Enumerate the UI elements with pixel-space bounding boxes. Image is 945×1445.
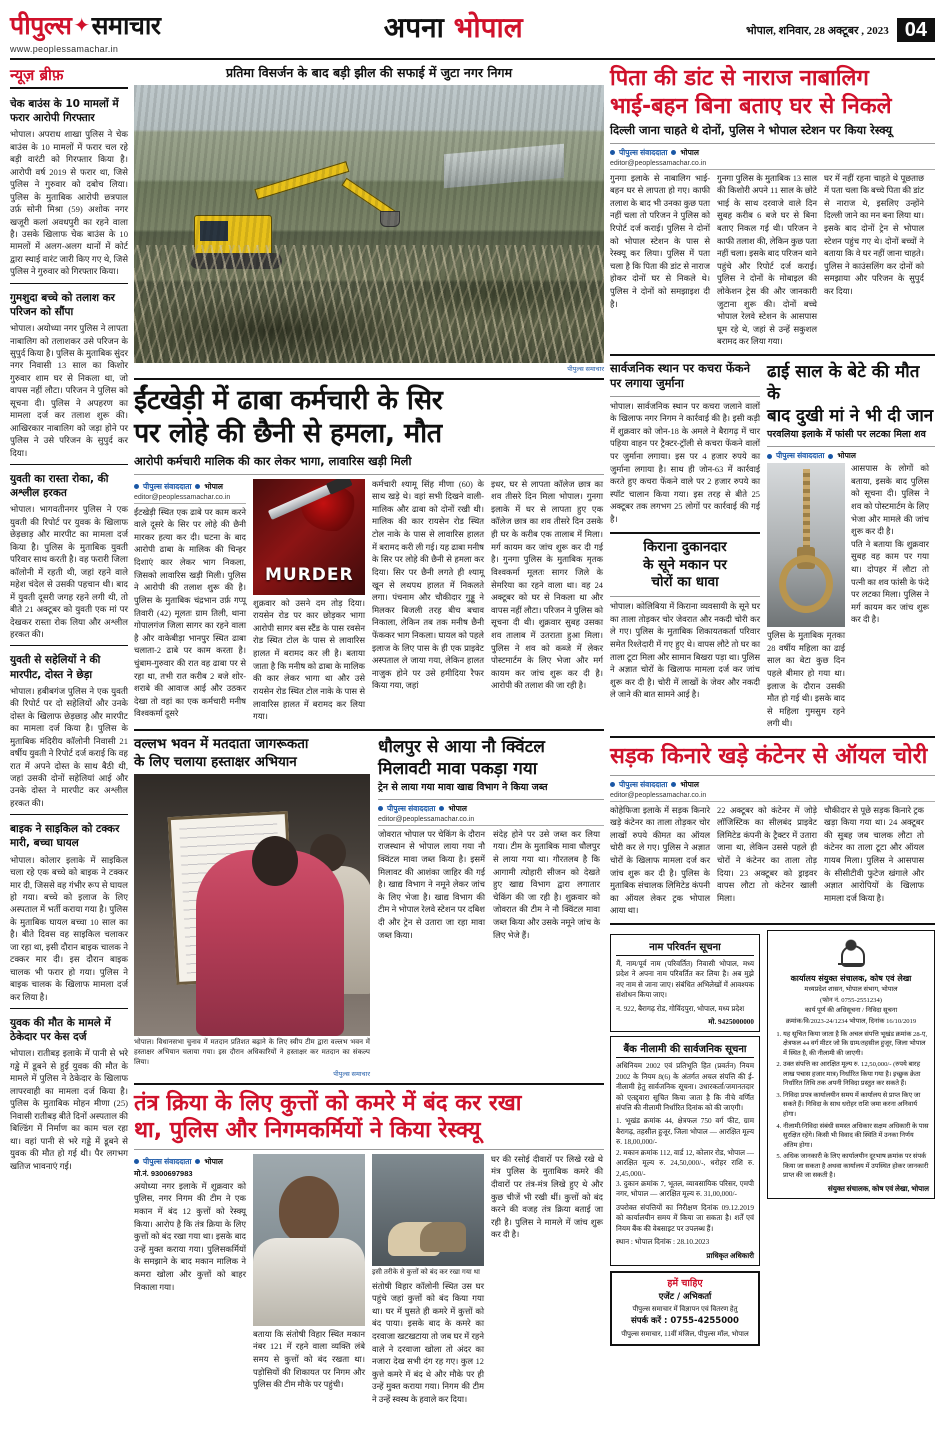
voter-signature-photo <box>134 774 370 1036</box>
brief-body: भोपाल। भागवतीनगर पुलिस ने एक युवती की रिपोर्ट पर युवक के खिलाफ छेड़छाड़ और मारपीट का मामला दर्ज किया है। पुलिस के मुताबिक युवती परिवार साथ करती है। वह फरारी जिला कॉलोनी में रहती थी, जहां रहने वाले महेश चंदेल से उसकी पहचान थी। बाद में युवती दूसरी जगह रहने लगी थी, तो बीते 21 अक्टूबर को युवती एक मां पर देखकर रास्ता रोक लिया और अश्लील हरकत की। <box>10 504 128 639</box>
photo-tent-shape <box>444 144 564 188</box>
byline-email[interactable]: editor@peoplessamachar.co.in <box>610 792 935 802</box>
byline-name: पीपुल्स संवाददाता <box>619 147 668 157</box>
ad-line-4: संपर्क करें : 0755-4255000 <box>631 1316 739 1327</box>
kirana-headline-1: किराना दुकानदार <box>643 538 727 555</box>
mother-subhead: परवलिया इलाके में फांसी पर लटका मिला शव <box>767 429 926 441</box>
auction-line-3: 3. दुकान क्रमांक 7, भूतल, व्यावसायिक परिसर, एमपी नगर, भोपाल — आरक्षित मूल्य रु. 31,00,000/- <box>616 1180 754 1199</box>
gov-line-3: क्रमांक/वि/2023-24/1234 भोपाल, दिनांक 16/10/2019 <box>785 1018 917 1026</box>
murder-col-4: इधर, घर से लापता कॉलेज छात्र का शव तीसरे दिन मिला भोपाल। गुनगा इलाके में घर से लापता हुए एक कॉलेज छात्र का शव तीसरे दिन उसके ही घर के करीब एक तालाब में मिला। मर्ग कायम कर जांच शुरू कर दी गई है। गुनगा पुलिस के मुताबिक मृतक विश्वकर्मा मूलतः सागर जिले के सेमरिया का रहने वाला था। वह 24 अक्टूबर को घर से निकला था और वापस नहीं लौटा। परिजन ने पुलिस को सूचना दी थी। शुक्रवार सुबह उसका शव तालाब में उतराता हुआ मिला। पुलिस ने शव को कब्जे में लेकर पोस्टमार्टम के लिए भेजा और मर्ग कायम कर जांच शुरू कर दी है। आरोपी की तलाश की जा रही है। <box>491 479 603 691</box>
byline-dot-icon <box>195 484 200 489</box>
website-url[interactable]: www.peoplessamachar.in <box>10 44 119 54</box>
kirana-body: भोपाल। कोलिबिया में किराना व्यवसायी के सूने घर का ताला तोड़कर चोर जेवरात और नकदी चोरी कर ले गए। पुलिस के मुताबिक शिकायतकर्ता परिवार समेत रिश्तेदारी में गए हुए थे। वापस लौटे तो घर का ताला टूटा मिला और सामान बिखरा पड़ा था। पुलिस ने अज्ञात चोरों के खिलाफ मामला दर्ज कर जांच शुरू कर दी है। चोरी में लाखों के जेवर और नकदी ले जाने की बात सामने आई है। <box>610 602 760 700</box>
auction-line-2: 2. मकान क्रमांक 112, वार्ड 12, कोलार रोड, भोपाल — आरक्षित मूल्य रु. 24,50,000/-, धरोहर राशि रु. 2,45,000/- <box>616 1148 754 1178</box>
star-icon: ✦ <box>73 13 90 37</box>
byline-dot-icon <box>439 806 444 811</box>
logo-left: पीपुल्स <box>10 11 72 40</box>
mawa-headline-1: धौलपुर से आया नौ क्विंटल <box>378 736 545 757</box>
runaway-col-2: गुनगा पुलिस के मुताबिक 13 साल की किशोरी अपने 11 साल के छोटे भाई के साथ दरवाजे वाले दिन सुबह करीब 6 बजे घर से बिना बताए निकल गई थी। परिजन ने काफी तलाश की, लेकिन कुछ पता नहीं चला। इसके बाद परिजन थाने पहुंचे और रिपोर्ट दर्ज कराई। पुलिस ने दोनों के मोबाइल की लोकेशन ट्रेस की और जानकारी जुटाना शुरू की। दोनों बच्चे भोपाल रेलवे स्टेशन के आसपास घूम रहे थे, जहां से उन्हें सकुशल बरामद कर लिया गया। <box>717 173 817 347</box>
dogs-headline-2: था, पुलिस और निगमकर्मियों ने किया रेस्क्यू <box>134 1118 481 1144</box>
mid-lower-row <box>134 736 604 1078</box>
notice-title: नाम परिवर्तन सूचना <box>616 939 754 956</box>
name-change-notice[interactable] <box>610 934 760 1032</box>
lake-cleanup-story[interactable] <box>134 65 604 373</box>
dogs-rescue-photo <box>372 1154 484 1266</box>
murder-headline-2: पर लोहे की छैनी से हमला, मौत <box>134 418 442 450</box>
brief-body: भोपाल। हबीबगंज पुलिस ने एक युवती की रिपोर्ट पर दो सहेलियों और उनके दोस्त के खिलाफ छेड़छाड़ और मारपीट का मामला दर्ज किया है। पुलिस के मुताबिक मंदिरीय कॉलोनी निवासी 21 वर्षीय युवती ने रिपोर्ट दर्ज कराई कि वह रात में अपने दोस्त के साथ बैठी थी, जहां उसकी दोनों सहेलियां आई और उनके दोस्त ने मारपीट कर अश्लील हरकत की। <box>10 685 128 808</box>
divider <box>610 143 935 144</box>
mother-headline-1: ढाई साल के बेटे की मौत के <box>767 362 920 405</box>
byline-name: पीपुल्स संवाददाता <box>143 481 192 491</box>
byline-place: भोपाल <box>204 1156 223 1166</box>
gov-line-2: कार्य पूर्ण की अधिसूचना / निविदा सूचना <box>804 1007 898 1015</box>
gov-signer: संयुक्त संचालक, कोष एवं लेखा, भोपाल <box>827 1184 929 1193</box>
debris-texture <box>134 245 604 363</box>
edition-word-1: अपना <box>383 11 444 44</box>
murder-col-2: शुक्रवार को उसने दम तोड़ दिया। रायसेन रोड पर कार छोड़कर भागा आरोपी सागर बस स्टैंड के पास रवसेन रोड स्थित टोल के पास से लावारिस हालत में बरामद कर ली है। बताया जाता है कि मनीष को ढाबा के मालिक की कार लेकर भागा था और उसे रायसेन रोड स्थित टोल नाके के पास से लावारिस हालत में बरामद कर लिया गया। <box>253 598 365 722</box>
voter-photo-caption: भोपाल। विधानसभा चुनाव में मतदान प्रतिशत बढ़ाने के लिए स्वीप टीम द्वारा वल्लभ भवन में हस्ताक्षर अभियान चलाया गया। इस दौरान अधिकारियों ने हस्ताक्षर कर मतदान का संकल्प लिया। <box>134 1039 370 1066</box>
runaway-headline-2: भाई-बहन बिना बताए घर से निकले <box>610 93 892 119</box>
divider <box>134 474 604 475</box>
byline-name: पीपुल्स संवाददाता <box>776 451 825 461</box>
government-emblem-icon <box>838 937 864 971</box>
oil-col-1: कोहेफिजा इलाके में सड़क किनारे खड़े कंटेनर का ताला तोड़कर चोर लाखों रुपये कीमत का ऑयल चोरी कर ले गए। पुलिस ने अज्ञात चोरों के खिलाफ मामला दर्ज कर जांच शुरू कर दी है। पुलिस के मुताबिक संचालक लिमिटेड कंपनी का ऑयल लेकर ट्रक भोपाल आया था। <box>610 805 710 916</box>
mother-suicide-story[interactable] <box>767 361 935 731</box>
divider <box>10 464 128 465</box>
lake-cleanup-photo <box>134 85 604 363</box>
kirana-headline-3: चोरों का धावा <box>651 574 719 591</box>
byline-name: पीपुल्स संवाददाता <box>143 1156 192 1166</box>
mawa-headline-2: मिलावटी मावा पकड़ा गया <box>378 758 538 779</box>
byline <box>767 451 935 461</box>
byline-dot-icon <box>134 1159 139 1164</box>
agent-wanted-ad[interactable] <box>610 1271 760 1346</box>
dateline: भोपाल, शनिवार, 28 अक्टूबर , 2023 <box>745 24 889 37</box>
byline-email[interactable]: editor@peoplessamachar.co.in <box>134 494 246 504</box>
page-number: 04 <box>897 18 935 42</box>
ad-line-1: हमें चाहिए <box>667 1277 703 1289</box>
byline-name: पीपुल्स संवाददाता <box>619 779 668 789</box>
byline-place: भोपाल <box>448 803 467 813</box>
logo <box>10 8 161 54</box>
byline-email[interactable]: editor@peoplessamachar.co.in <box>378 816 604 826</box>
divider <box>610 396 760 397</box>
byline <box>134 1157 246 1167</box>
mawa-col-1: जोवरात भोपाल पर चेकिंग के दौरान राजस्थान से भोपाल लाया गया नौ क्विंटल मावा जब्त किया है। इसमें मिलावट की आशंका जाहिर की गई है। खाद्य विभाग ने नमूने लेकर जांच के लिए भेजा है। खाद्य विभाग की टीम ने भोपाल रेलवे स्टेशन पर दबिश दी और ट्रेन से उतारा जा रहा मावा जब्त किया। <box>378 829 485 940</box>
right-column <box>610 65 935 1407</box>
oil-col-3: चौकीदार से पूछे सड़क किनारे ट्रक खड़ा किया गया था। 24 अक्टूबर की सुबह जब चालक लौटा तो कंटेनर का ताला टूटा और ऑयल गायब मिला। पुलिस ने आसपास के सीसीटीवी फुटेज खंगाले और अज्ञात आरोपियों के खिलाफ मामला दर्ज किया है। <box>824 805 924 903</box>
murder-col-3: कर्मचारी श्यामू सिंह मीणा (60) के साथ खड़े थे। वहां सभी दिखने वाली-मालिक और ढाबा को दोनों रखी थी। मालिक की कार रायसेन रोड स्थित टोल नाके के पास से लावारिस हालत में बरामद करी ली गई। यह ढाबा मनीष के सिर पर लोहे की छैनी से हमला कर दिया। सिर पर छैनी लगते ही श्यामू खून से लथपथ हालत में निकलते लगा। पंचनाम और चौकीदार गुड्डू ने मिलकर बिजली तरह बीच बचाव निकाला, लेकिन तब तक मनीष छैनी फेंककर भाग निकला। घायल को पहले इलाज के लिए पास के ही एक प्राइवेट अस्पताल ले जाया गया, लेकिन हालत नाजुक होने पर उसे हमीदिया रैफर किया गया, जहां <box>372 479 484 691</box>
dogs-col-3: संतोषी विहार कॉलोनी स्थित उस घर पहुंचे जहां कुत्तों को बंद किया गया था। घर में घुसते ही कमरे में कुत्तों को बंद पाया। इसके बाद के कमरे का दरवाजा खटखटाया तो जब घर में रहने वाले ने दरवाजा खोला तो अंदर का नजारा देख सभी दंग रह गए। कुल 12 कुत्ते कमरे में बंद थे और मौके पर ही उन्हें मुक्त कराया गया। निगम की टीम ने उन्हें स्वस्थ के हवाले कर दिया। <box>372 1281 484 1405</box>
edition-word-2: भोपाल <box>453 11 523 44</box>
brief-body: भोपाल। अपराध शाखा पुलिस ने चेक बाउंस के 10 मामलों में फरार चल रहे बड़ी वारंटी को गिरफ्तार किया है। आरोपी वर्ष 2019 से फरार था, जिसे पुलिस ने गुरुवार को दबोच लिया। पुलिस के मुताबिक आरोपी छत्रपाल उर्फ़ सोनी मिश्रा (59) अशोक नगर खजूरी कलां अवधपुरी का रहने वाला है। उसके खिलाफ चेक बाउंस के 10 मामलों में अलग-अलग थानों में कोर्ट द्वारा स्थाई वारंट जारी किए गए थे, जिसे पुलिस ने गुरुवार को गिरफ्तार किया। <box>10 129 128 277</box>
brief-title: चेक बाउंस के 10 मामलों में फरार आरोपी गिरफ्तार <box>10 98 119 125</box>
photo-credit: पीपुल्स समाचार <box>333 1070 370 1078</box>
voter-headline-1: वल्लभ भवन में मतदाता जागरूकता <box>134 735 309 752</box>
right-mid-row <box>610 361 935 731</box>
divider <box>10 1008 128 1009</box>
brief-item[interactable] <box>10 649 128 809</box>
gov-subtitle: मध्यप्रदेश शासन, भोपाल संभाग, भोपाल <box>804 986 898 994</box>
divider <box>10 283 128 284</box>
dogs-col-4: घर की रसोई दीवारों पर लिखे रखे थे मंत्र पुलिस के मुताबिक कमरे की दीवारों पर तंत्र-मंत्र लिखे हुए थे और कुछ चीजें भी रखी थीं। कुत्तों को बंद करने की वजह तंत्र क्रिया बताई जा रही है। पुलिस ने मामले में जांच शुरू कर दी है। <box>491 1154 603 1240</box>
ad-line-3: पीपुल्स समाचार में विज्ञापन एवं वितरण हेतु <box>632 1305 738 1314</box>
middle-column <box>134 65 604 1407</box>
murder-headline-1: ईंटखेड़ी में ढाबा कर्मचारी के सिर <box>134 385 443 417</box>
mother-col-2: पुलिस के मुताबिक मृतका 28 वर्षीय महिला का ढाई साल का बेटा कुछ दिन पहले बीमार हो गया था। इलाज के दौरान उसकी मौत हो गई थी। इसके बाद से महिला गुमसुम रहने लगी थी। <box>767 631 845 729</box>
dogs-headline-1: तंत्र क्रिया के लिए कुत्तों को कमरे में बंद कर रखा <box>134 1090 522 1116</box>
runaway-col-3: घर में नहीं रहना चाहते थे पूछताछ में पता चला कि बच्चे पिता की डांट से नाराज थे, इसलिए उन्होंने दिल्ली जाने का मन बना लिया था। इसके बाद दोनों ट्रेन से भोपाल स्टेशन पहुंच गए थे। दोनों बच्चों ने बताया कि वे घर नहीं जाना चाहते। पुलिस ने काउंसलिंग कर दोनों को समझाया और परिजन के सुपुर्द कर दिया। <box>824 173 924 296</box>
gov-title: कार्यालय संयुक्त संचालक, कोष एवं लेखा <box>790 974 912 983</box>
brief-title: गुमशुदा बच्चे को तलाश कर परिजन को सौंपा <box>10 291 115 318</box>
runaway-headline-1: पिता की डांट से नाराज नाबालिग <box>610 66 869 91</box>
brief-body: भोपाल। रातीबड़ इलाके में पानी से भरे गड्ढे में डूबने से हुई युवक की मौत के मामले में पुलिस ने ठेकेदार के खिलाफ लापरवाही का मामला दर्ज किया है। पुलिस के मुताबिक मोहन मीणा (25) निवासी रातीबड़ बीते दिनों अस्पताल की बिल्डिंग में निर्माण का काम चल रहा था। वहां पानी से भरे गड्ढे में डूबने से युवक की मौत हो गई थी। पैर लगभग खतिज भावनाएं गई। <box>10 1048 128 1171</box>
logo-right: समाचार <box>91 11 161 40</box>
divider <box>610 923 935 925</box>
news-brief-heading: न्यूज़ ब्रीफ़ <box>10 65 128 89</box>
divider <box>767 446 935 447</box>
byline-name: पीपुल्स संवाददाता <box>387 803 436 813</box>
mother-col-1: आसपास के लोगों को बताया, इसके बाद पुलिस को सूचना दी। पुलिस ने शव को पोस्टमार्टम के लिए भेजा और मामले की जांच शुरू कर दी है। <box>851 464 929 537</box>
oil-col-2: 22 अक्टूबर को कंटेनर में जोड़े लॉजिस्टिक का सीलबंद प्राइवेट लिमिटेड कंपनी के ट्रैक्टर में उतारा जाना था, लेकिन उससे पहले ही चोरों ने कंटेनर का ताला तोड़ दिया। 23 अक्टूबर को ड्राइवर वापस लौटा तो कंटेनर खाली मिला। <box>717 805 817 903</box>
notice-mobile: मो. 9425000000 <box>708 1018 754 1027</box>
brief-title: युवती से सहेलियों ने की मारपीट, दोस्त ने छेड़ा <box>10 654 101 681</box>
lake-kicker: प्रतिमा विसर्जन के बाद बड़ी झील की सफाई में जुटा नगर निगम <box>225 65 513 80</box>
brief-title: युवक की मौत के मामले में ठेकेदार पर केस दर्ज <box>10 1017 111 1044</box>
gov-item: 5. अधिक जानकारी के लिए कार्यालयीन दूरभाष क्रमांक पर संपर्क किया जा सकता है अथवा कार्यालय में उपस्थित होकर जानकारी प्राप्त की जा सकती है। <box>783 1152 929 1181</box>
byline-dot-icon <box>671 150 676 155</box>
dogs-photo-caption: इसी तरीके से कुत्तों को बंद कर रखा गया था <box>372 1268 480 1276</box>
kirana-headline-2: के सूने मकान पर <box>643 556 727 573</box>
notice-body: मैं, नाम/पूर्व नाम (परिवर्तित) निवासी भोपाल, मध्य प्रदेश ने अपना नाम परिवर्तित कर लिया है। अब मुझे नए नाम से जाना जाए। संबंधित अभिलेखों में आवश्यक संशोधन किया जाए। <box>616 960 754 1000</box>
dogs-col-1: अयोध्या नगर इलाके में शुक्रवार को पुलिस, नगर निगम की टीम ने एक मकान में बंद 12 कुत्तों को रेस्क्यू किया। आरोप है कि तंत्र क्रिया के लिए कुत्तों को बंद रखा गया था। इसके बाद उन्हें मुक्त कराया गया। पुलिसकर्मियों के समझाने के बाद मकान मालिक ने कमरा खोला और कुत्तों को बाहर निकाला गया। <box>134 1181 246 1292</box>
mother-col-3: पति ने बताया कि शुक्रवार सुबह वह काम पर गया था। दोपहर में लौटा तो पत्नी का शव फांसी के फंदे पर लटका मिला। पुलिस ने मर्ग कायम कर जांच शुरू कर दी है। <box>851 539 929 625</box>
kirana-theft-story[interactable] <box>610 539 760 702</box>
government-tender-notice[interactable] <box>767 930 935 1199</box>
brief-item[interactable] <box>10 93 128 278</box>
gov-item: 3. निविदा प्रपत्र कार्यालयीन समय में कार्यालय से प्राप्त किए जा सकते हैं। निविदा के साथ धरोहर राशि जमा करना अनिवार्य होगा। <box>783 1091 929 1120</box>
body-shape <box>253 1238 365 1326</box>
gov-item: 4. नीलामी/निविदा संबंधी समस्त अधिकार सक्षम अधिकारी के पास सुरक्षित रहेंगे। किसी भी विवाद की स्थिति में उनका निर्णय अंतिम होगा। <box>783 1122 929 1151</box>
byline-email[interactable]: editor@peoplessamachar.co.in <box>610 160 935 170</box>
photo-credit: पीपुल्स समाचार <box>567 366 604 374</box>
divider <box>10 645 128 646</box>
dogs-rescue-story[interactable] <box>134 1090 604 1407</box>
byline-dot-icon <box>828 454 833 459</box>
notice-body: अधिनियम 2002 एवं प्रतिभूति हित (प्रवर्तन) नियम 2002 के नियम 8(6) के अंतर्गत अचल संपत्ति की ई-नीलामी हेतु सार्वजनिक सूचना। उधारकर्ता/जमानतदार को एतद्द्वारा सूचित किया जाता है कि नीचे वर्णित संपत्ति की नीलामी निर्धारित दिनांक को की जाएगी। <box>616 1062 754 1112</box>
runaway-col-1: गुनगा इलाके से नाबालिग भाई-बहन घर से लापता हो गए। काफी तलाश के बाद भी उनका कुछ पता नहीं चला तो परिजन ने पुलिस को रिपोर्ट दर्ज कराई। पुलिस ने दोनों को भोपाल स्टेशन के पास से रेस्क्यू कर लिया। पुलिस में पता चला है कि पिता की डांट से नाराज होकर दोनों घर से निकले थे। पुलिस ने दोनों को समझाइश दी है। <box>610 173 710 309</box>
murder-graphic <box>253 479 365 595</box>
notices-row <box>610 930 935 1346</box>
excavator-graphic <box>194 181 384 267</box>
byline-place: भोपाल <box>837 451 856 461</box>
news-brief-column <box>10 65 128 1407</box>
fine-body: भोपाल। सार्वजनिक स्थान पर कचरा जलाने वालों के खिलाफ नगर निगम ने कार्रवाई की है। इसी कड़ी में शुक्रवार को जोन-18 के अमले ने बैरागढ़ में चार पहिया वाहन पर ट्रैक्टर-ट्रॉली से कचरा फेंकने वालों पर जुर्माना लगाया। इस पर 4 हजार रुपये का जुर्माना लगाया है। साथ ही जोन-63 में कार्रवाई करते हुए कचरा फेंकने वाले पर 2 हजार रुपये का स्पॉट चालान किया गया। इस तरह से बीते 25 अक्टूबर तक लगभग 25 लोगों पर कार्रवाई की गई है। <box>610 401 760 525</box>
notice-address: न. 922, बैरागढ़ रोड, गोविंदपुरा, भोपाल, मध्य प्रदेश <box>616 1004 745 1013</box>
divider <box>610 736 935 738</box>
brief-item[interactable] <box>10 468 128 640</box>
murder-story[interactable] <box>134 385 604 723</box>
byline-place: भोपाल <box>204 481 223 491</box>
byline-place: भोपाल <box>680 147 699 157</box>
murder-subhead: आरोपी कर्मचारी मालिक की कार लेकर भागा, लावारिस खड़ी मिली <box>134 454 412 469</box>
murder-col-1: ईंटखेड़ी स्थित एक ढाबे पर काम करने वाले दूसरे के सिर पर लोहे की छैनी मारकर हत्या कर दी। घटना के बाद आरोपी ढाबा के मालिक की चिन्हर दिशाएं कार लेकर भाग निकला, जिसको लावारिस खड़ी मिली। पुलिस ने आरोपी की तलाश शुरू की है। पुलिस के मुताबिक चंद्रभान उर्फ़ गप्पू तिवारी (42) मूलतः ग्राम तिली, थाना गोपालगंज जिला सागर का रहने वाला है और वाकेबीड़ा भानपुर स्थित ढाबा चलाता-2 ढाबे पर काम करता है। चुंबाम-गुरुवार की रात वह ढाबा पर से रहा था, तभी रात करीब 2 बजे शोर-शराबे की आवाज आई और उठकर देखा तो वहां का एक कर्मचारी मनीष विश्वकर्मा दूसरे <box>134 507 246 719</box>
logo-text <box>10 8 161 42</box>
mawa-subhead: ट्रेन से लाया गया मावा खाद्य विभाग ने किया जब्त <box>378 781 548 793</box>
notice-title: बैंक नीलामी की सार्वजनिक सूचना <box>616 1041 754 1058</box>
bank-auction-notice[interactable] <box>610 1036 760 1265</box>
divider <box>610 354 935 356</box>
ad-line-2: एजेंट / अभिकर्ता <box>658 1291 712 1302</box>
voter-headline-2: के लिए चलाया हस्ताक्षर अभियान <box>134 753 297 770</box>
byline <box>134 482 246 492</box>
divider <box>610 596 760 597</box>
voter-awareness-story[interactable] <box>134 736 370 1078</box>
brief-item[interactable] <box>10 287 128 459</box>
byline-place: भोपाल <box>680 779 699 789</box>
auction-line-1: 1. भूखंड क्रमांक 44, क्षेत्रफल 750 वर्ग फीट, ग्राम बैरागढ़, तहसील हुजूर, जिला भोपाल — आरक्षित मूल्य रु. 18,00,000/- <box>616 1117 754 1147</box>
mother-headline-2: बाद दुखी मां ने भी दी जान <box>767 406 934 427</box>
byline-dot-icon <box>134 484 139 489</box>
dogs-col-2: बताया कि संतोषी विहार स्थित मकान नंबर 121 में रहने वाला व्यक्ति लंबे समय से कुत्तों को बंद रखता था। पड़ोसियों की शिकायत पर निगम और पुलिस की टीम मौके पर पहुंची। <box>253 1329 365 1390</box>
byline-dot-icon <box>195 1159 200 1164</box>
fine-headline: सार्वजनिक स्थान पर कचरा फेंकने पर लगाया जुर्माना <box>610 361 750 391</box>
divider <box>10 814 128 815</box>
edition-title <box>384 8 523 42</box>
brief-item[interactable] <box>10 1012 128 1172</box>
gov-items-list <box>773 1030 929 1181</box>
brief-body: भोपाल। अयोध्या नगर पुलिस ने लापता नाबालिग को तलाशकर उसे परिजन के सुपुर्द किया है। पुलिस के मुताबिक सुंदर नगर निवासी 13 साल का किशोर गुरुवार शाम घर से निकला था, जो वापस नहीं लौटा। परिजन ने पुलिस को सूचना दी। पुलिस ने अपहरण का मामला दर्ज कर तलाश शुरू की। आखिरकार नाबालिग को जड़ा होने पर पुलिस ने उसे परिजन के सुपुर्द कर दिया। <box>10 323 128 458</box>
garbage-fine-story[interactable] <box>610 361 760 527</box>
brief-body: भोपाल। कोलार इलाके में साइकिल चला रहे एक बच्चे को बाइक ने टक्कर मार दी, जिससे वह गंभीर रूप से घायल हो गया। बच्चे को इलाज के लिए अस्पताल में भर्ती कराया गया है। पुलिस के मुताबिक घायल बच्चा 10 साल का है। बीते दिवस वह साइकिल चलाकर जा रहा था, इसी दौरान बाइक चालक ने टक्कर मार दी। इस दौरान बाइक चालक भी फरार हो गया। पुलिस ने बाइक चालक के खिलाफ मामला दर्ज कर लिया है। <box>10 854 128 1002</box>
divider <box>134 378 604 380</box>
masthead-right <box>746 8 935 42</box>
byline-dot-icon <box>610 782 615 787</box>
brief-item[interactable] <box>10 818 128 1003</box>
masthead <box>10 8 935 60</box>
auction-place-date: स्थान : भोपाल दिनांक : 28.10.2023 <box>616 1238 710 1247</box>
byline-dot-icon <box>610 150 615 155</box>
runaway-siblings-story[interactable] <box>610 65 935 349</box>
divider <box>134 729 604 731</box>
contact-phone: मो.नं. 9300697983 <box>134 1168 193 1178</box>
auction-signer: प्राधिकृत अधिकारी <box>706 1251 754 1260</box>
gov-phone-line: (फोन नं. 0755-2551234) <box>820 996 882 1004</box>
divider <box>610 532 760 534</box>
byline-dot-icon <box>767 454 772 459</box>
gov-item: 2. उक्त संपत्ति का आरक्षित मूल्य रु. 12,50,000/- (रुपये बारह लाख पचास हजार मात्र) निर्धारित किया गया है। इच्छुक क्रेता निर्धारित तिथि तक अपनी निविदा प्रस्तुत कर सकते हैं। <box>783 1060 929 1089</box>
byline <box>610 148 935 158</box>
noose-loop-shape <box>779 555 833 613</box>
brief-title: युवती का रास्ता रोका, की अश्लील हरकत <box>10 473 109 500</box>
divider <box>134 1149 604 1150</box>
runaway-subhead: दिल्ली जाना चाहते थे दोनों, पुलिस ने भोपाल स्टेशन पर किया रेस्क्यू <box>610 123 893 137</box>
dogs-man-photo <box>253 1154 365 1326</box>
byline <box>610 780 935 790</box>
byline-dot-icon <box>671 782 676 787</box>
byline-dot-icon <box>378 806 383 811</box>
brief-title: बाइक ने साइकिल को टक्कर मारी, बच्चा घायल <box>10 823 120 850</box>
gov-item: 1. यह सूचित किया जाता है कि अचल संपत्ति भूखंड क्रमांक 28-ए, क्षेत्रफल 44 वर्ग मीटर जो कि ग्राम/तहसील हुजूर, जिला भोपाल में स्थित है, की नीलामी की जाएगी। <box>783 1030 929 1059</box>
noose-photo <box>767 463 845 627</box>
divider <box>610 775 935 776</box>
page-body <box>10 65 935 1407</box>
mawa-story[interactable] <box>378 736 604 1078</box>
ad-line-5: पीपुल्स समाचार, 11वीं मंजिल, पीपुल्स मॉल, भोपाल <box>621 1329 749 1338</box>
byline <box>378 804 604 814</box>
person-head-shape <box>252 836 298 886</box>
head-shape <box>279 1176 339 1244</box>
divider <box>134 1083 604 1085</box>
mawa-col-2: संदेह होने पर उसे जब्त कर लिया गया। टीम के मुताबिक मावा धौलपुर से लाया गया था। गौरतलब है कि आगामी त्योहारी सीजन को देखते हुए खाद्य विभाग द्वारा लगातार चेकिंग की जा रही है। शुक्रवार को जोवरात की टीम ने नौ क्विंटल मावा जब्त किया और उसके नमूने जांच के लिए भेजे हैं। <box>493 829 600 940</box>
dog-shape-2 <box>420 1222 466 1252</box>
oil-theft-story[interactable] <box>610 743 935 918</box>
murder-graphic-text: MURDER <box>265 564 354 585</box>
auction-footer: उपरोक्त संपत्तियों का निरीक्षण दिनांक 09.12.2019 को कार्यालयीन समय में किया जा सकता है। शर्तें एवं नियम बैंक की वेबसाइट पर उपलब्ध हैं। <box>616 1203 754 1233</box>
divider <box>378 799 604 800</box>
oil-headline: सड़क किनारे खड़े कंटेनर से ऑयल चोरी <box>610 744 928 770</box>
